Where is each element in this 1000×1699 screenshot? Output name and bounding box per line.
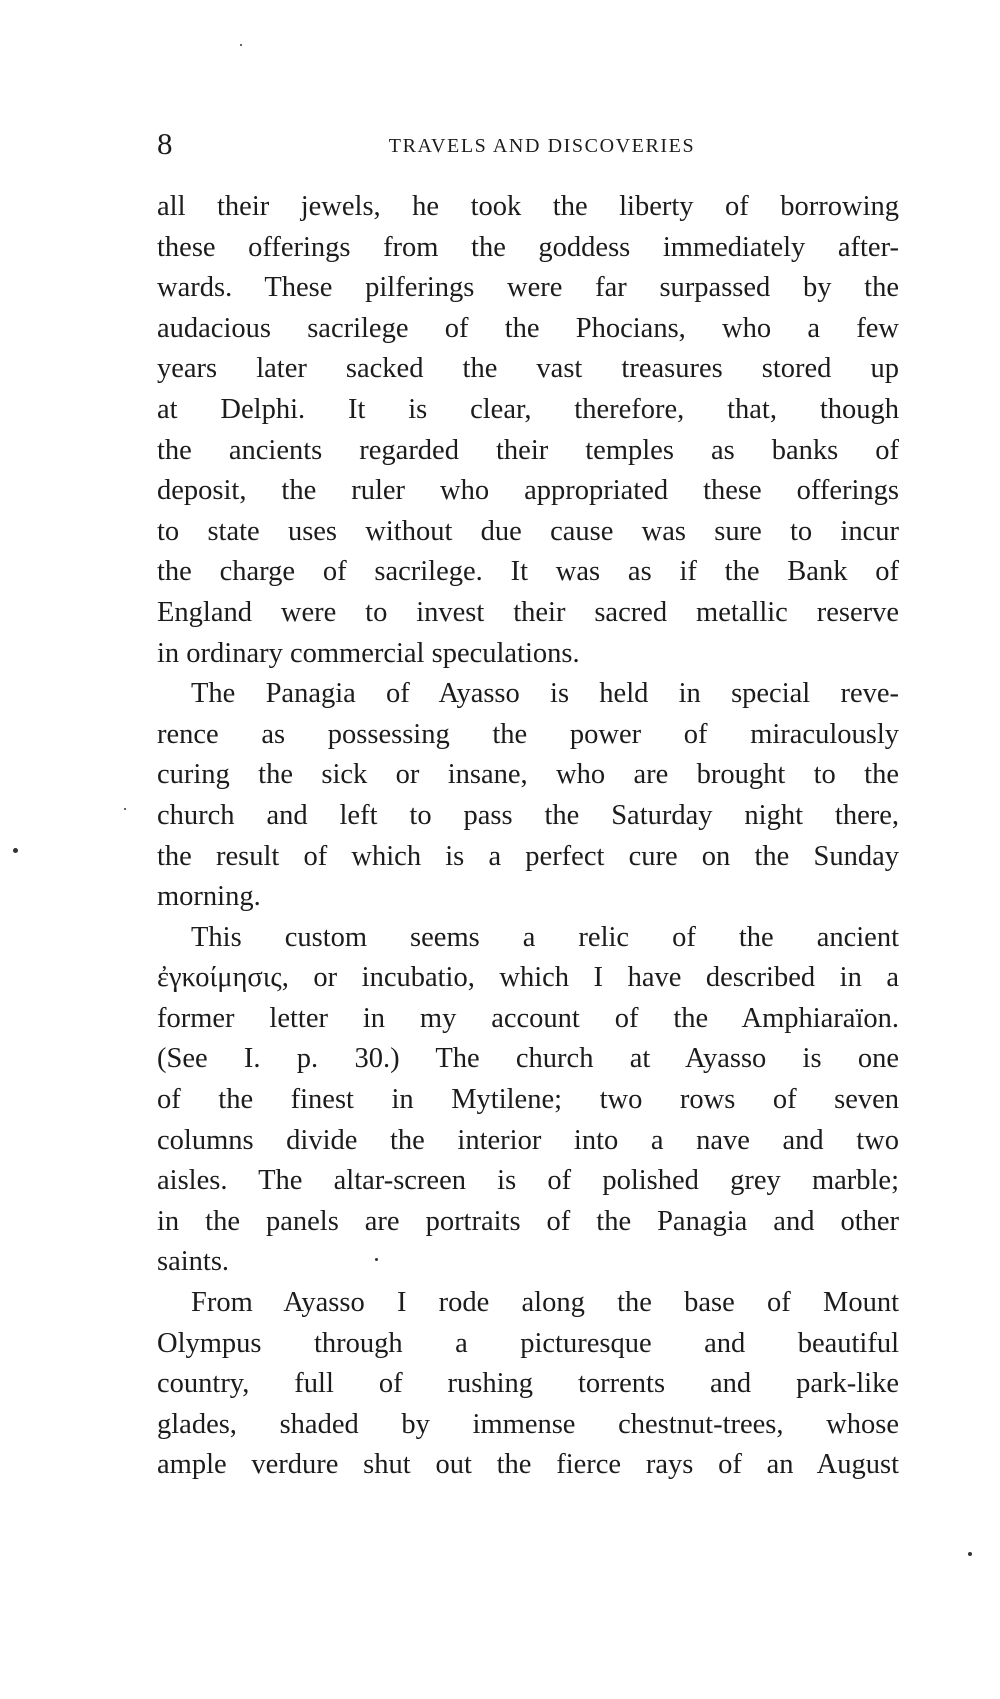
text-line: the charge of sacrilege. It was as if the Bank of [157, 556, 899, 588]
text-line: curing the sick or insane, who are brought to the [157, 759, 899, 791]
scan-speck [968, 1552, 972, 1556]
text-line: these offerings from the goddess immediately after- [157, 231, 899, 263]
text-line: England were to invest their sacred metallic reserve [157, 596, 899, 628]
text-line: years later sacked the vast treasures stored up [157, 353, 899, 385]
scan-speck [240, 44, 242, 46]
text-line: of the finest in Mytilene; two rows of seven [157, 1084, 899, 1116]
text-line: deposit, the ruler who appropriated these offerings [157, 475, 899, 507]
page-header [157, 120, 897, 168]
text-line: ἐγκοίμησις, or incubatio, which I have described in a [157, 962, 899, 994]
text-line: saints. [157, 1246, 230, 1278]
text-line: former letter in my account of the Amphiaraïon. [157, 1002, 899, 1034]
text-line: This custom seems a relic of the ancient [191, 921, 899, 953]
text-line: glades, shaded by immense chestnut-trees, whose [157, 1408, 899, 1440]
text-line: columns divide the interior into a nave and two [157, 1124, 899, 1156]
text-line: ample verdure shut out the fierce rays of an August [157, 1449, 899, 1481]
text-line: morning. [157, 881, 261, 913]
page-number: 8 [157, 126, 173, 161]
text-line: to state uses without due cause was sure to incur [157, 515, 899, 547]
scan-speck [124, 808, 126, 810]
text-line: The Panagia of Ayasso is held in special reve- [191, 678, 899, 710]
text-line: wards. These pilferings were far surpassed by the [157, 272, 899, 304]
text-line: at Delphi. It is clear, therefore, that, though [157, 393, 899, 425]
text-line: rence as possessing the power of miraculously [157, 718, 899, 750]
scan-speck [375, 1258, 378, 1261]
text-line: in the panels are portraits of the Panagia and other [157, 1205, 899, 1237]
text-line: aisles. The altar-screen is of polished grey marble; [157, 1165, 899, 1197]
running-title: TRAVELS AND DISCOVERIES [388, 135, 696, 157]
text-line: the result of which is a perfect cure on the Sunday [157, 840, 899, 872]
text-line: the ancients regarded their temples as banks of [157, 434, 899, 466]
text-line: From Ayasso I rode along the base of Mount [191, 1287, 899, 1319]
text-line: church and left to pass the Saturday night there, [157, 799, 899, 831]
text-line: (See I. p. 30.) The church at Ayasso is one [157, 1043, 899, 1075]
text-line: all their jewels, he took the liberty of borrowing [157, 191, 899, 222]
text-line: country, full of rushing torrents and park-like [157, 1368, 899, 1400]
text-line: audacious sacrilege of the Phocians, who a few [157, 312, 899, 344]
body-text [157, 187, 899, 1486]
scan-speck [13, 848, 18, 853]
text-line: in ordinary commercial speculations. [157, 637, 580, 669]
text-line: Olympus through a picturesque and beautiful [157, 1327, 899, 1359]
